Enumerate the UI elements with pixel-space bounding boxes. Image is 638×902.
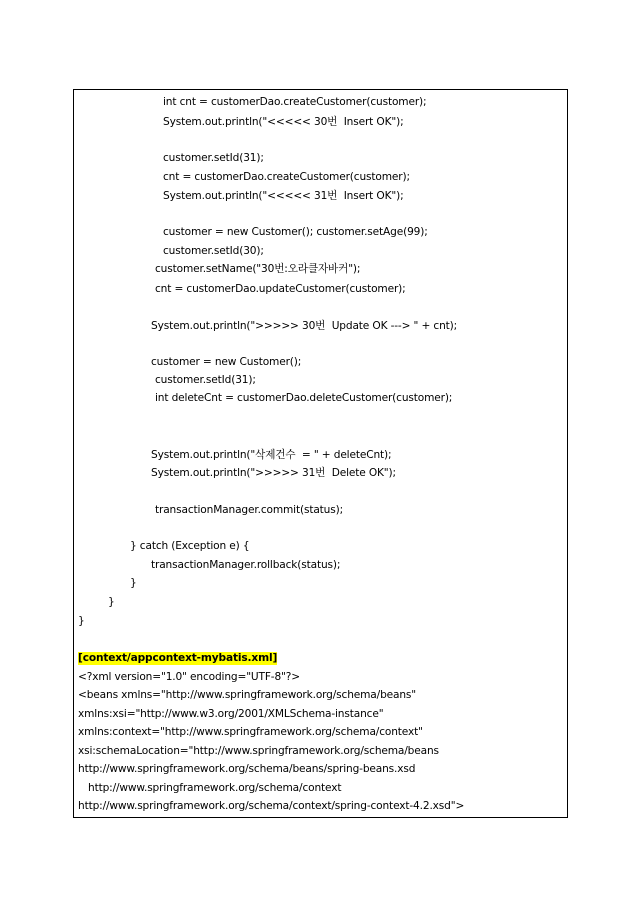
xml-line: http://www.springframework.org/schema/beans/spring-beans.xsd (78, 763, 416, 775)
code-line: int deleteCnt = customerDao.deleteCustomer(customer); (155, 392, 453, 404)
code-line: transactionManager.commit(status); (155, 504, 344, 516)
code-line: customer = new Customer(); customer.setAge(99); (163, 226, 428, 238)
code-line: customer.setName("30번:오라클자바커"); (155, 263, 361, 275)
code-line: customer.setId(31); (155, 374, 256, 386)
code-line: transactionManager.rollback(status); (151, 559, 341, 571)
code-line: } (108, 596, 115, 608)
xml-line: http://www.springframework.org/schema/context (88, 782, 342, 794)
code-line: System.out.println(">>>>> 30번 Update OK ---> " + cnt); (151, 320, 458, 332)
code-line: customer.setId(30); (163, 245, 264, 257)
code-line: cnt = customerDao.updateCustomer(customer); (155, 283, 406, 295)
code-line: System.out.println("<<<<< 30번 Insert OK"); (163, 116, 404, 128)
xml-line: http://www.springframework.org/schema/context/spring-context-4.2.xsd"> (78, 800, 465, 812)
code-line: cnt = customerDao.createCustomer(customer); (163, 171, 410, 183)
xml-line: xmlns:context="http://www.springframework.org/schema/context" (78, 726, 423, 738)
code-line: System.out.println("<<<<< 31번 Insert OK"); (163, 190, 404, 202)
xml-line: xmlns:xsi="http://www.w3.org/2001/XMLSchema-instance" (78, 708, 384, 720)
code-line: } catch (Exception e) { (130, 540, 250, 552)
xml-line: <beans xmlns="http://www.springframework.org/schema/beans" (78, 689, 417, 701)
code-line: } (130, 577, 137, 589)
code-line: customer.setId(31); (163, 152, 264, 164)
code-line: System.out.println("삭제건수 = " + deleteCnt); (151, 449, 392, 461)
code-line: System.out.println(">>>>> 31번 Delete OK"); (151, 467, 396, 479)
section-heading: [context/appcontext-mybatis.xml] (78, 652, 278, 664)
xml-line: xsi:schemaLocation="http://www.springframework.org/schema/beans (78, 745, 439, 757)
code-line: int cnt = customerDao.createCustomer(customer); (163, 96, 427, 108)
xml-line: <?xml version="1.0" encoding="UTF-8"?> (78, 671, 300, 683)
code-line: customer = new Customer(); (151, 356, 302, 368)
code-line: } (78, 615, 85, 627)
